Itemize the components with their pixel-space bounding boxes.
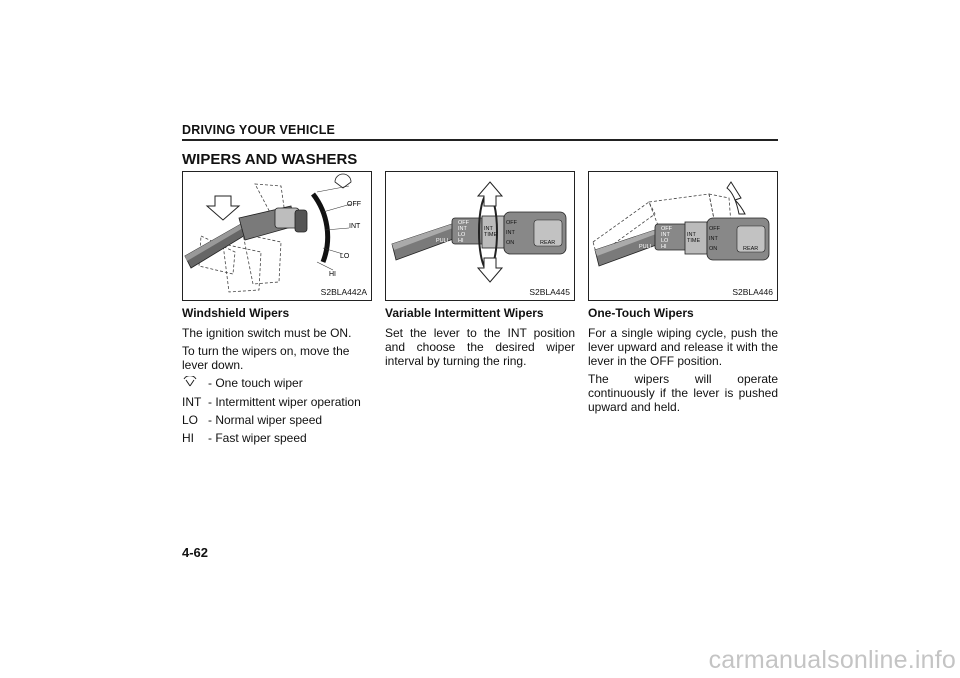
- label-lo: LO: [458, 232, 466, 238]
- mode-key: HI: [182, 431, 194, 445]
- figure-wiper-lever-positions: [182, 171, 372, 301]
- figure-code: S2BLA445: [529, 287, 570, 297]
- mode-row: [182, 376, 372, 391]
- mode-desc: - Intermittent wiper operation: [208, 395, 361, 409]
- label-off: OFF: [347, 201, 361, 208]
- label-off-rear: OFF: [506, 220, 517, 226]
- figure-one-touch: [588, 171, 778, 301]
- label-rear: REAR: [743, 246, 759, 252]
- label-hi: HI: [329, 271, 336, 278]
- label-hi: HI: [458, 238, 464, 244]
- mode-key: LO: [182, 413, 199, 427]
- label-pull: PULL: [639, 244, 653, 250]
- label-hi: HI: [661, 244, 667, 250]
- column-windshield-wipers: [182, 306, 372, 449]
- label-time: TIME: [687, 238, 701, 244]
- label-lo: LO: [661, 238, 669, 244]
- label-time: TIME: [484, 232, 498, 238]
- label-int: INT: [349, 223, 361, 230]
- mode-desc: - Normal wiper speed: [208, 413, 323, 427]
- ghost-lever-positions: [199, 184, 285, 292]
- label-on: ON: [709, 246, 718, 252]
- paragraph: The wipers will operate continuously if the lever is pushed upward and held.: [588, 372, 778, 414]
- figure-intermittent-ring: [385, 171, 575, 301]
- page-number: 4-62: [182, 545, 209, 560]
- page-title: WIPERS AND WASHERS: [182, 151, 358, 168]
- watermark: carmanualsonline.info: [708, 646, 956, 674]
- paragraph: The ignition switch must be ON.: [182, 326, 352, 340]
- label-int-rear: INT: [506, 230, 515, 236]
- column-variable-intermittent: [385, 306, 575, 372]
- label-on: ON: [506, 240, 515, 246]
- mode-desc: - One touch wiper: [208, 376, 303, 390]
- mode-row: [182, 413, 372, 427]
- figure-code: S2BLA442A: [320, 287, 367, 297]
- label-int-time: INT: [484, 226, 493, 232]
- mode-key: [182, 376, 208, 391]
- label-rear: REAR: [540, 240, 556, 246]
- intermittent-ring-illustration: [386, 172, 574, 300]
- mode-key: INT: [182, 395, 202, 409]
- paragraph: For a single wiping cycle, push the lever upward and release it with the lever in the OFF position.: [588, 326, 778, 368]
- mode-desc: - Fast wiper speed: [208, 431, 307, 445]
- label-int-time: INT: [687, 232, 696, 238]
- wiper-lever-illustration: [183, 172, 371, 300]
- label-int: INT: [458, 226, 467, 232]
- wiper-symbol-icon: [182, 376, 198, 388]
- label-off: OFF: [661, 226, 672, 232]
- label-lo: LO: [340, 253, 350, 260]
- heading-one-touch: One-Touch Wipers: [588, 306, 694, 320]
- section-header: DRIVING YOUR VEHICLE: [182, 123, 336, 137]
- paragraph: Set the lever to the INT position and choose the desired wiper interval by turning the ring.: [385, 326, 575, 368]
- paragraph: To turn the wipers on, move the lever down.: [182, 344, 350, 372]
- figure-code: S2BLA446: [732, 287, 773, 297]
- heading-windshield-wipers: Windshield Wipers: [182, 306, 290, 320]
- label-pull: PULL: [436, 238, 450, 244]
- label-int: INT: [661, 232, 670, 238]
- mode-row: [182, 395, 372, 409]
- one-touch-illustration: [589, 172, 777, 300]
- label-off: OFF: [458, 220, 469, 226]
- mode-row: [182, 431, 372, 445]
- label-off-rear: OFF: [709, 226, 720, 232]
- header-rule: [182, 139, 778, 141]
- column-one-touch: [588, 306, 778, 418]
- label-int-rear: INT: [709, 236, 718, 242]
- heading-variable-intermittent: Variable Intermittent Wipers: [385, 306, 544, 320]
